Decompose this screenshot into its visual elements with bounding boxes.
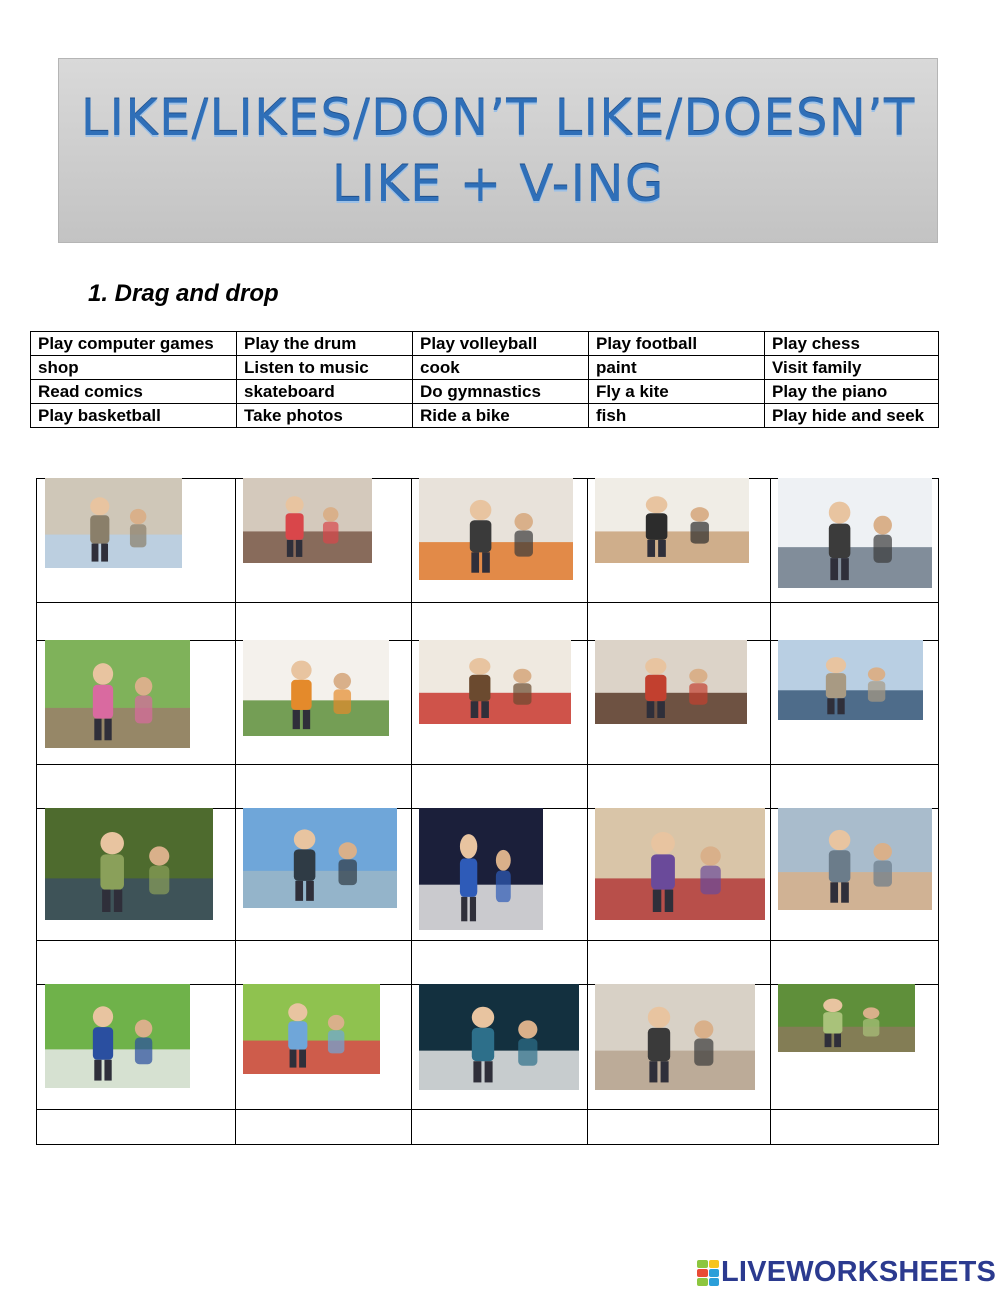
photo-fish: [45, 808, 213, 920]
photo-piano: [595, 478, 749, 563]
title-banner: [58, 58, 938, 243]
photo-computer: [595, 984, 755, 1090]
word-bank-item[interactable]: Play the piano: [765, 380, 939, 404]
answer-drop-box[interactable]: [412, 603, 586, 639]
word-bank: [30, 331, 939, 428]
word-bank-item[interactable]: Listen to music: [237, 356, 413, 380]
photo-visit-family: [45, 478, 182, 568]
word-bank-item[interactable]: Ride a bike: [413, 404, 589, 428]
answer-drop-box[interactable]: [771, 765, 938, 801]
answer-drop-box[interactable]: [236, 603, 410, 639]
photo-skateboard: [243, 808, 397, 908]
answer-drop-box[interactable]: [37, 603, 234, 639]
word-bank-item[interactable]: Play football: [589, 332, 765, 356]
grid-line: [36, 478, 37, 1145]
word-bank-item[interactable]: paint: [589, 356, 765, 380]
title-line-2: LIKE + V-ING: [331, 154, 665, 213]
answer-drop-box[interactable]: [412, 1110, 586, 1146]
answer-drop-box[interactable]: [37, 941, 234, 977]
answer-drop-box[interactable]: [588, 603, 769, 639]
photo-music: [419, 984, 579, 1090]
photo-camera: [778, 808, 932, 910]
photo-paint: [243, 640, 389, 736]
answer-drop-box[interactable]: [771, 941, 938, 977]
word-bank-item[interactable]: shop: [31, 356, 237, 380]
photo-volleyball: [595, 808, 765, 920]
word-bank-item[interactable]: Play basketball: [31, 404, 237, 428]
word-bank-row: [31, 332, 939, 356]
photo-hide-and-seek: [778, 984, 915, 1052]
answer-drop-box[interactable]: [588, 765, 769, 801]
title-line-1: LIKE/LIKES/DON’T LIKE/DOESN’T: [80, 88, 916, 147]
word-bank-item[interactable]: Play computer games: [31, 332, 237, 356]
word-bank-item[interactable]: Do gymnastics: [413, 380, 589, 404]
photo-kite: [243, 984, 380, 1074]
liveworksheets-mark-icon: [697, 1260, 719, 1286]
answer-drop-box[interactable]: [236, 765, 410, 801]
word-bank-item[interactable]: Read comics: [31, 380, 237, 404]
word-bank-row: [31, 404, 939, 428]
photo-bike: [45, 640, 190, 748]
grid-line: [235, 478, 236, 1145]
answer-drop-box[interactable]: [412, 765, 586, 801]
answer-drop-box[interactable]: [771, 603, 938, 639]
word-bank-item[interactable]: Take photos: [237, 404, 413, 428]
word-bank-row: [31, 380, 939, 404]
photo-football: [45, 984, 190, 1088]
answer-drop-box[interactable]: [37, 765, 234, 801]
answer-drop-box[interactable]: [37, 1110, 234, 1146]
answer-drop-box[interactable]: [771, 1110, 938, 1146]
answer-drop-box[interactable]: [588, 941, 769, 977]
section-title: 1. Drag and drop: [88, 280, 279, 307]
photo-cook: [419, 478, 573, 580]
grid-line: [411, 478, 412, 1145]
word-bank-item[interactable]: Visit family: [765, 356, 939, 380]
photo-chess: [419, 640, 571, 724]
picture-grid: [36, 478, 939, 1145]
grid-line: [938, 478, 939, 1145]
word-bank-item[interactable]: fish: [589, 404, 765, 428]
answer-drop-box[interactable]: [412, 941, 586, 977]
photo-basketball: [778, 640, 923, 720]
word-bank-item[interactable]: Play hide and seek: [765, 404, 939, 428]
word-bank-item[interactable]: skateboard: [237, 380, 413, 404]
word-bank-item[interactable]: Play the drum: [237, 332, 413, 356]
answer-drop-box[interactable]: [588, 1110, 769, 1146]
word-bank-item[interactable]: Play chess: [765, 332, 939, 356]
answer-drop-box[interactable]: [236, 941, 410, 977]
word-bank-item[interactable]: Fly a kite: [589, 380, 765, 404]
word-bank-item[interactable]: cook: [413, 356, 589, 380]
brand-name: LIVEWORKSHEETS: [721, 1256, 997, 1288]
word-bank-item[interactable]: Play volleyball: [413, 332, 589, 356]
photo-shop: [243, 478, 372, 563]
grid-line: [770, 478, 771, 1145]
grid-line: [587, 478, 588, 1145]
answer-drop-box[interactable]: [236, 1110, 410, 1146]
photo-gymnastics: [419, 808, 543, 930]
liveworksheets-logo: [697, 1256, 996, 1289]
photo-drum: [778, 478, 932, 588]
word-bank-row: [31, 356, 939, 380]
photo-comics: [595, 640, 747, 724]
